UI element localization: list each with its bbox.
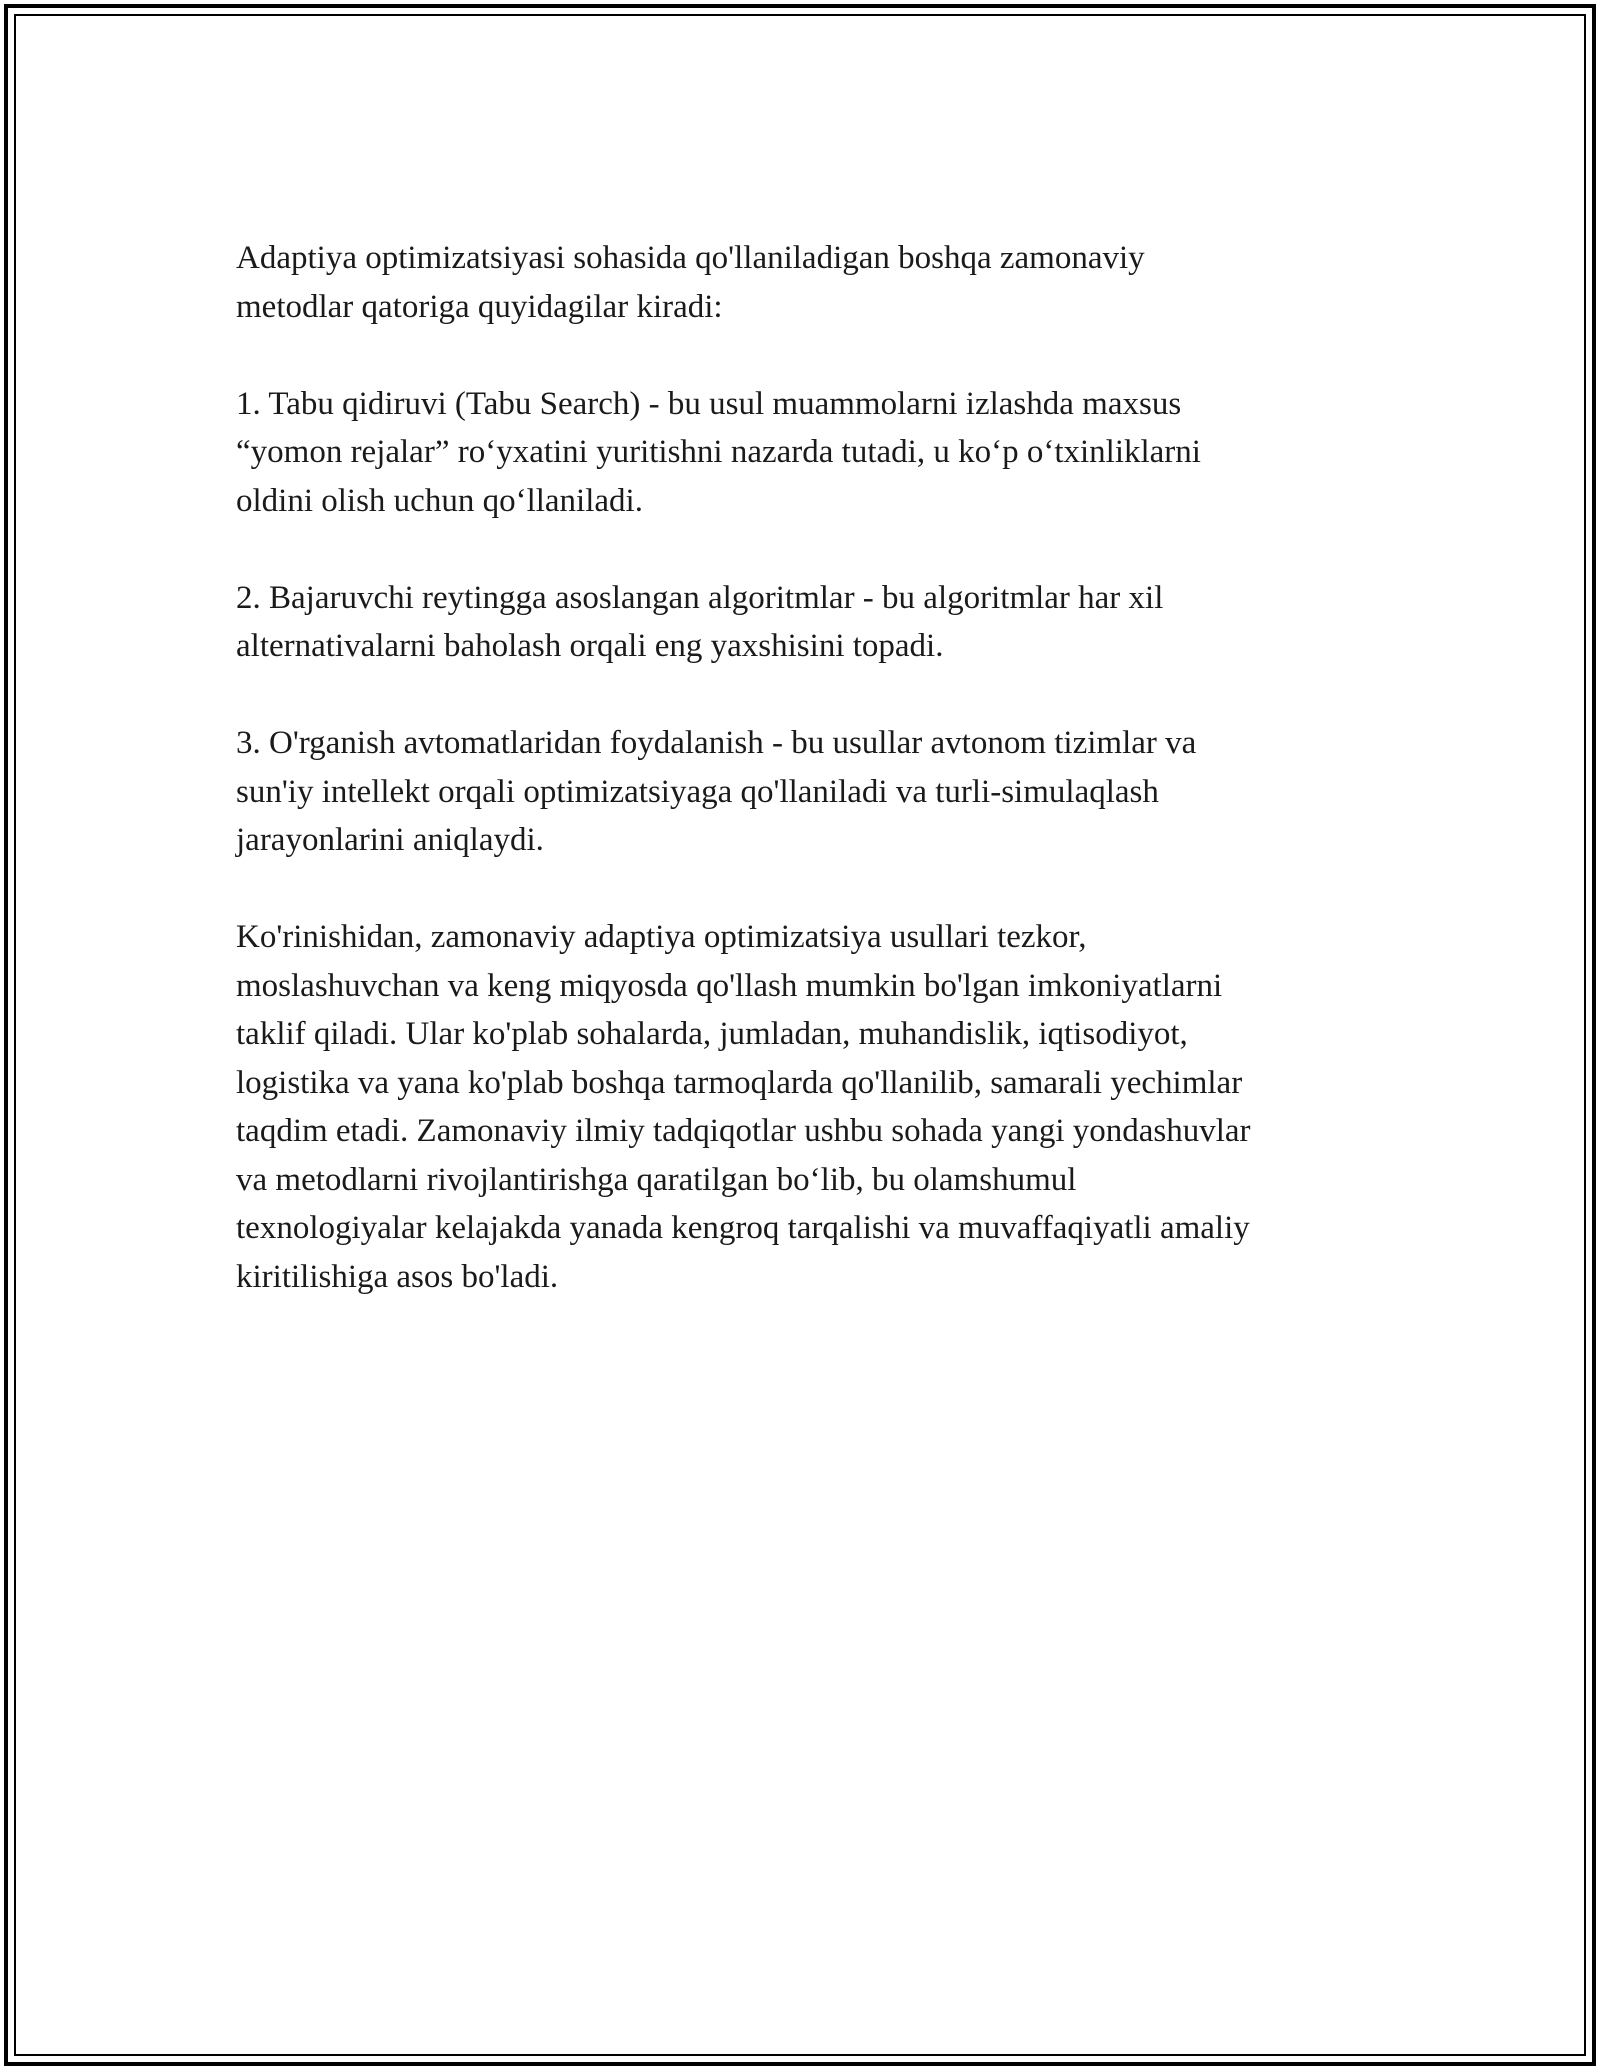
list-item-learning-automata: 3. O'rganish avtomatlaridan foydalanish - bu usullar avtonom tizimlar va sun'iy intellekt orqali optimizatsiyaga qo'llaniladi va turli-simulaqlash jarayonlarini aniqlaydi.	[236, 725, 1197, 858]
list-item-rating-algorithms: 2. Bajaruvchi reytingga asoslangan algoritmlar - bu algoritmlar har xil alternativalarni baholash orqali eng yaxshisini topadi.	[236, 579, 1164, 664]
conclusion-paragraph: Ko'rinishidan, zamonaviy adaptiya optimizatsiya usullari tezkor, moslashuvchan va keng miqyosda qo'llash mumkin bo'lgan imkoniyatlarni taklif qiladi. Ular ko'plab sohalarda, jumladan, muhandislik, iqtisodiyot, logistika va yana ko'plab boshqa tarmoqlarda qo'llanilib, samarali yechimlar taqdim etadi. Zamonaviy ilmiy tadqiqotlar ushbu sohada yangi yondashuvlar va metodlarni rivojlantirishga qaratilgan bo‘lib, bu olamshumul texnologiyalar kelajakda yanada kengroq tarqalishi va muvaffaqiyatli amaliy kiritilishiga asos bo'ladi.	[236, 919, 1251, 1295]
intro-paragraph: Adaptiya optimizatsiyasi sohasida qo'llaniladigan boshqa zamonaviy metodlar qatoriga quyidagilar kiradi:	[236, 240, 1145, 325]
list-item-tabu-search: 1. Tabu qidiruvi (Tabu Search) - bu usul muammolarni izlashda maxsus “yomon rejalar” ro‘yxatini yuritishni nazarda tutadi, u ko‘p o‘txinliklarni oldini olish uchun qo‘llaniladi.	[236, 385, 1201, 519]
document-body	[236, 234, 1386, 1301]
